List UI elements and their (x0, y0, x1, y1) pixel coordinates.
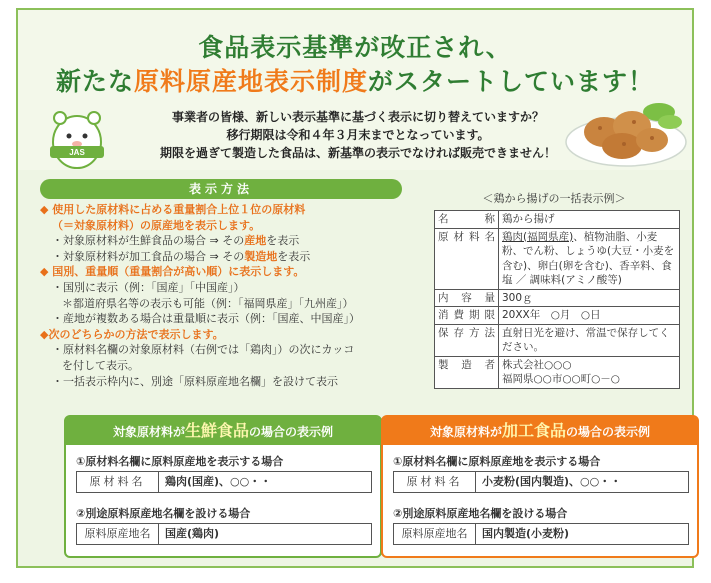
table-key: 製造者 (435, 356, 499, 388)
header-area (18, 10, 692, 170)
table-value: 300ｇ (499, 289, 680, 307)
case-2-label: ②別途原料原産地名欄を設ける場合 (393, 507, 568, 520)
table-key: 保存方法 (435, 324, 499, 356)
example-label-table (434, 210, 680, 389)
method-item: ・一括表示枠内に、別途「原料原産地名欄」を設けて表示 (52, 374, 338, 388)
title-prefix: 新たな (55, 67, 134, 96)
fried-chicken-illustration (564, 90, 689, 170)
method-item: ＊都道府県名等の表示も可能（例：「福岡県産」「九州産」） (62, 296, 354, 310)
method-item: ・対象原材料が加工食品の場合 ⇒ その製造地を表示 (52, 249, 311, 263)
lead-line: 期限を過ぎて製造した食品は、新基準の表示でなければ販売できません！ (159, 146, 556, 160)
fresh-food-header: 対象原材料が生鮮食品の場合の表示例 (66, 417, 380, 445)
lead-line: 事業者の皆様、新しい表示基準に基づく表示に切り替えていますか？ (171, 110, 544, 124)
lead-line: 移行期限は令和４年３月末までとなっています。 (226, 128, 490, 142)
method-item: を付して表示。 (62, 358, 139, 372)
row-value: 国内製造(小麦粉) (482, 527, 570, 540)
method-list (40, 202, 410, 389)
table-row (435, 307, 680, 325)
fresh-food-example-box (64, 415, 382, 558)
table-row (435, 356, 680, 388)
table-key: 原材料名 (435, 228, 499, 289)
table-key: 消費期限 (435, 307, 499, 325)
mascot-illustration (42, 102, 112, 172)
table-key: 内容量 (435, 289, 499, 307)
table-value: 20XX年 ○月 ○日 (499, 307, 680, 325)
row-key: 原材料名 (394, 472, 476, 492)
table-row (435, 228, 680, 289)
row-value: 国産(鶏肉) (165, 527, 220, 540)
method-header: 表示方法 (40, 179, 402, 199)
table-key: 名称 (435, 211, 499, 229)
row-key: 原料原産地名 (394, 524, 476, 544)
example-row (76, 523, 372, 545)
method-rule-2: ◆ 国別、重量順（重量割合が高い順）に表示します。 (40, 265, 305, 279)
title-highlight: 原料原産地表示制度 (133, 67, 368, 96)
table-row (435, 324, 680, 356)
case-2-label: ②別途原料原産地名欄を設ける場合 (76, 507, 251, 520)
example-row (76, 471, 372, 493)
method-item: ・国別に表示（例：「国産」「中国産」） (52, 280, 245, 294)
processed-food-example-box (381, 415, 699, 558)
table-value: 株式会社○○○ 福岡県○○市○○町○－○ (499, 356, 680, 388)
title-line-1: 食品表示基準が改正され、 (198, 33, 512, 62)
table-row (435, 289, 680, 307)
table-value: 鶏肉(福岡県産)、植物油脂、小麦粉、でん粉、しょうゆ(大豆・小麦を含む)、卵白(卵を含む)、香辛料、食塩 ／ 調味料(アミノ酸等) (499, 228, 680, 289)
case-1-label: ①原材料名欄に原料原産地を表示する場合 (76, 455, 284, 468)
lead-text (138, 108, 578, 162)
table-row (435, 211, 680, 229)
processed-food-header: 対象原材料が加工食品の場合の表示例 (383, 417, 697, 445)
example-row (393, 471, 689, 493)
row-value: 小麦粉(国内製造)、○○・・ (482, 475, 622, 488)
method-item: ・原材料名欄の対象原材料（右例では「鶏肉」）の次にカッコ (52, 343, 355, 357)
title-suffix: がスタートしています！ (368, 67, 655, 96)
table-value: 鶏から揚げ (499, 211, 680, 229)
case-1-label: ①原材料名欄に原料原産地を表示する場合 (393, 455, 601, 468)
method-rule-1: ◆ 使用した原材料に占める重量割合上位１位の原材料 (40, 203, 306, 216)
example-title: ＜鶏から揚げの一括表示例＞ (482, 192, 626, 205)
method-item: ・対象原材料が生鮮食品の場合 ⇒ その産地を表示 (52, 234, 300, 248)
method-rule-1-cont: （＝対象原材料）の原産地を表示します。 (52, 218, 261, 232)
row-key: 原材料名 (77, 472, 159, 492)
svg-text:JAS: JAS (69, 148, 85, 157)
row-key: 原料原産地名 (77, 524, 159, 544)
row-value: 鶏肉(国産)、○○・・ (165, 475, 272, 488)
method-item: ・産地が複数ある場合は重量順に表示（例：「国産、中国産」） (52, 312, 360, 326)
method-rule-3: ◆次のどちらかの方法で表示します。 (40, 327, 224, 341)
poster-frame (16, 8, 694, 568)
table-value: 直射日光を避け、常温で保存してください。 (499, 324, 680, 356)
example-row (393, 523, 689, 545)
